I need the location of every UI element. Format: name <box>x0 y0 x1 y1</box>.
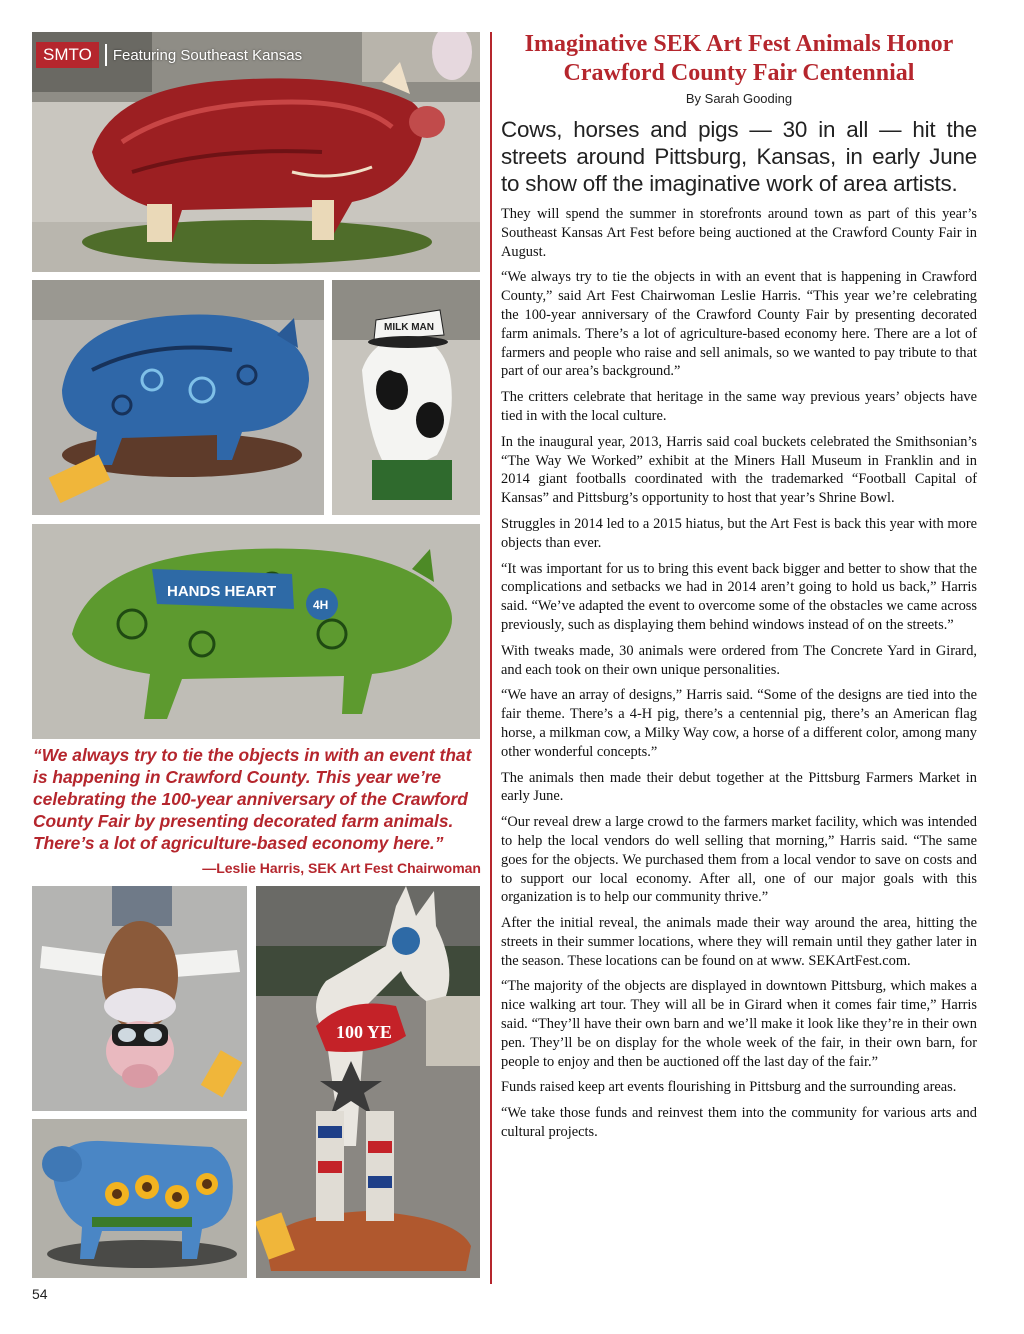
section-tag <box>36 42 302 68</box>
article-paragraph: They will spend the summer in storefronts around town as part of this year’s Southeast Kansas Art Fest before being auctioned at the Crawford County Fair in August. <box>501 206 977 260</box>
photo-4h-pig <box>32 524 480 739</box>
article-paragraph: After the initial reveal, the animals made their way around the area, hitting the streets in their summer locations, where they will remain until they gather later in the season. These locations can be found on at www. SEKArtFest.com. <box>501 915 977 969</box>
article-paragraph: The animals then made their debut together at the Pittsburg Farmers Market in early June. <box>501 769 977 805</box>
tag-separator <box>105 44 107 66</box>
article-paragraph: “The majority of the objects are displayed in downtown Pittsburg, which makes a nice walking art tour. They will all be in Girard when it comes fair time,” Harris said. “They’ll have their own barn and we’ll make it look like they’re in their own pen. They’ll be on display for the whole week of the fair, in their own barn, for people to enjoy and then be auctioned off the last day of the fair.” <box>501 978 977 1070</box>
article-paragraph: “We have an array of designs,” Harris said. “Some of the designs are tied into the fair theme. There’s a 4-H pig, there’s a centennial pig, there’s an American flag horse, a milkman cow, a Milky Way cow, a horse of a different color, among many other wonderful concepts.” <box>501 687 977 760</box>
pull-quote-attribution: —Leslie Harris, SEK Art Fest Chairwoman <box>202 860 481 876</box>
photo-sunflower-cow <box>32 1119 247 1278</box>
article <box>501 30 977 1149</box>
article-paragraph: “We always try to tie the objects in with an event that is happening in Crawford County,” said Art Fest Chairwoman Leslie Harris. “This year we’re celebrating the 100-year anniversary of the Crawford County Fair by presenting decorated farm animals. There’s a lot of agriculture-based economy here. There are a lot of farmers and people who raise and sell animals, so we wanted to pay tribute to that part of our area’s background.” <box>501 269 977 380</box>
column-divider <box>490 32 492 1284</box>
article-byline: By Sarah Gooding <box>685 91 793 106</box>
pull-quote-text: “We always try to tie the objects in with an event that is happening in Crawford County. This year we’re celebrating the 100-year anniversary of the Crawford County Fair by presenting decorated farm animals. There’s a lot of agriculture-based economy here.” <box>33 745 472 853</box>
article-paragraph: With tweaks made, 30 animals were ordered from The Concrete Yard in Girard, and each took on their own unique personalities. <box>501 642 977 678</box>
article-title: Imaginative SEK Art Fest Animals Honor Crawford County Fair Centennial <box>524 31 954 86</box>
pig-badge-text: 4H <box>313 598 329 612</box>
photo-flying-pig <box>32 886 247 1111</box>
article-paragraph: “Our reveal drew a large crowd to the farmers market facility, which was intended to help the local vendors do well selling that morning,” Harris said. “The same goes for the objects. We purchased them from a local vendor to save on costs and to support our local economy. After all, one of our major goals with this organization is to help our community thrive.” <box>501 814 977 906</box>
article-paragraph: “It was important for us to bring this event back bigger and better to show that the complications and setbacks we had in 2014 aren’t going to hold us back,” Harris said. “We’ve adapted the event to overcome some of the obstacles we came across previously, such as displaying them behind windows instead of on the streets.” <box>501 560 977 633</box>
milkman-hat-text: MILK MAN <box>384 322 434 333</box>
article-lede: Cows, horses and pigs — 30 in all — hit the streets around Pittsburg, Kansas, in early June to show off the imaginative work of area artists. <box>501 117 977 196</box>
article-paragraph: The critters celebrate that heritage in the same way previous years’ objects have tied in with the local culture. <box>501 389 977 424</box>
pull-quote <box>33 744 481 876</box>
photo-milkman-cow <box>332 280 480 515</box>
photo-centennial-donkey <box>256 886 480 1278</box>
page-number: 54 <box>32 1286 48 1302</box>
donkey-banner-text: 100 YE <box>336 1022 392 1042</box>
article-paragraph: Funds raised keep art events flourishing in Pittsburg and the surrounding areas. <box>501 1079 957 1096</box>
photo-blue-pig <box>32 280 324 515</box>
smto-badge: SMTO <box>36 42 99 68</box>
article-paragraph: In the inaugural year, 2013, Harris said coal buckets celebrated the Smithsonian’s “The Way We Worked” exhibit at the Miners Hall Museum in Franklin and in 2014 giant footballs coordinated with the trademarked “Football Capital of Kansas” and Pittsburg’s opportunity to host that year’s Shrine Bowl. <box>501 433 977 507</box>
article-paragraph: Struggles in 2014 led to a 2015 hiatus, but the Art Fest is back this year with more objects than ever. <box>501 515 977 551</box>
article-paragraph: “We take those funds and reinvest them into the community for various arts and cultural projects. <box>501 1105 977 1141</box>
pig-banner-text: HANDS HEART <box>167 583 277 600</box>
photo-anatomy-pig <box>32 32 480 272</box>
featuring-label: Featuring Southeast Kansas <box>112 46 303 64</box>
